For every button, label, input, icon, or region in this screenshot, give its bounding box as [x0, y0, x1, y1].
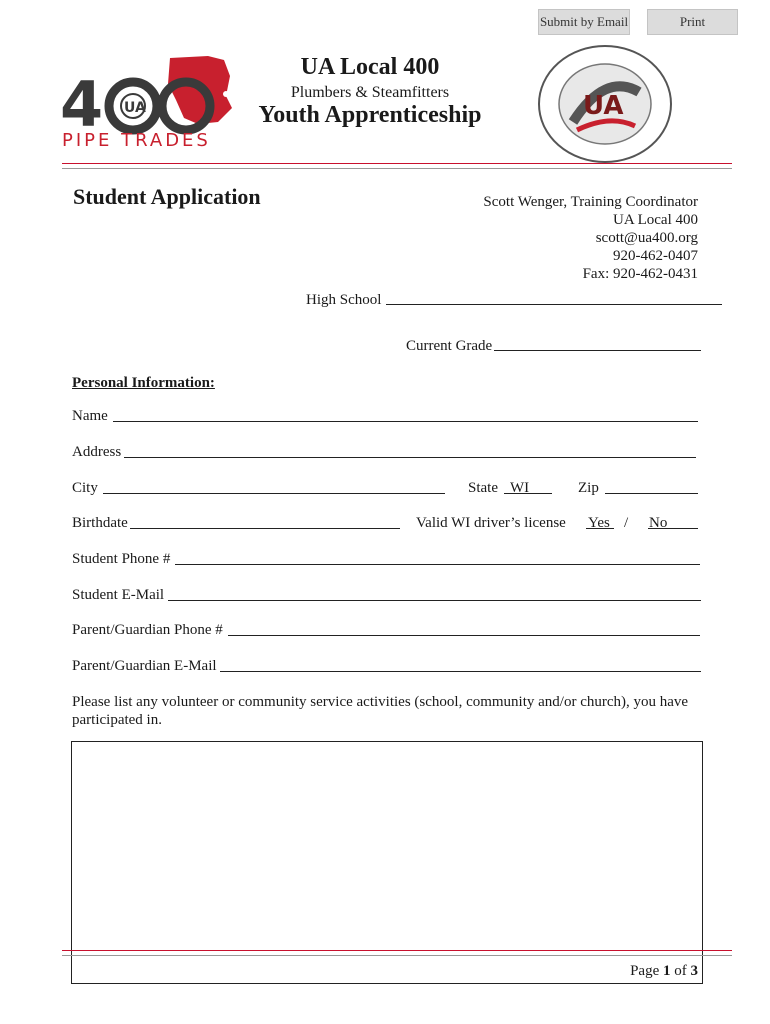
high-school-label: High School	[306, 292, 382, 308]
license-no-underline	[648, 528, 698, 529]
print-button[interactable]: Print	[647, 9, 738, 35]
license-yes-underline	[586, 528, 614, 529]
footer-divider-red	[62, 950, 732, 951]
current-grade-field[interactable]	[494, 350, 701, 351]
birthdate-label: Birthdate	[72, 515, 128, 531]
parent-email-label: Parent/Guardian E-Mail	[72, 658, 217, 674]
seal-graphic	[535, 42, 675, 166]
student-email-field[interactable]	[168, 600, 701, 601]
logo-number: 4	[60, 68, 100, 141]
state-value[interactable]: WI	[510, 480, 530, 496]
city-field[interactable]	[103, 493, 445, 494]
high-school-field[interactable]	[386, 304, 722, 305]
name-label: Name	[72, 408, 108, 424]
personal-info-heading: Personal Information:	[72, 375, 215, 391]
volunteer-activities-textarea[interactable]	[71, 741, 703, 984]
license-yes-option[interactable]: Yes	[588, 515, 610, 531]
program-title: Youth Apprenticeship	[258, 102, 482, 128]
org-subtitle: Plumbers & Steamfitters	[290, 84, 450, 101]
license-label: Valid WI driver’s license	[416, 515, 566, 531]
student-email-label: Student E-Mail	[72, 587, 165, 603]
ua-union-seal	[535, 42, 675, 166]
city-label: City	[72, 480, 98, 496]
footer-divider-grey	[62, 955, 732, 956]
logo-text: PIPE TRADES	[62, 130, 211, 151]
seal-center-text: UA	[583, 91, 624, 121]
state-label: State	[468, 480, 498, 496]
submit-by-email-button[interactable]: Submit by Email	[538, 9, 630, 35]
page-of: of	[674, 963, 687, 979]
form-title: Student Application	[73, 184, 261, 209]
org-title: UA Local 400	[300, 54, 440, 80]
birthdate-field[interactable]	[130, 528, 400, 529]
student-phone-field[interactable]	[175, 564, 700, 565]
coordinator-fax: Fax: 920-462-0431	[582, 266, 698, 282]
student-phone-label: Student Phone #	[72, 551, 171, 567]
state-field[interactable]	[504, 493, 552, 494]
zip-field[interactable]	[605, 493, 698, 494]
parent-phone-label: Parent/Guardian Phone #	[72, 622, 223, 638]
header-divider-red	[62, 163, 732, 164]
license-no-option[interactable]: No	[649, 515, 668, 531]
current-grade-label: Current Grade	[406, 338, 493, 354]
name-field[interactable]	[113, 421, 698, 422]
coordinator-email: scott@ua400.org	[595, 230, 698, 246]
page-number	[630, 963, 698, 980]
address-field[interactable]	[124, 457, 696, 458]
page-current: 1	[663, 963, 671, 979]
coordinator-name: Scott Wenger, Training Coordinator	[483, 194, 698, 210]
address-label: Address	[72, 444, 122, 460]
header-divider-grey	[62, 168, 732, 169]
parent-phone-field[interactable]	[228, 635, 700, 636]
page-total: 3	[690, 963, 698, 979]
ua-400-pipe-trades-logo	[58, 50, 238, 155]
zip-label: Zip	[578, 480, 599, 496]
coordinator-phone: 920-462-0407	[613, 248, 698, 264]
parent-email-field[interactable]	[220, 671, 701, 672]
coordinator-org: UA Local 400	[613, 212, 698, 228]
logo-badge-text: UA	[124, 100, 146, 116]
volunteer-prompt: Please list any volunteer or community service activities (school, community and/or church), you have participated in.	[72, 694, 689, 728]
license-slash: /	[624, 515, 629, 531]
page-word: Page	[630, 963, 660, 979]
